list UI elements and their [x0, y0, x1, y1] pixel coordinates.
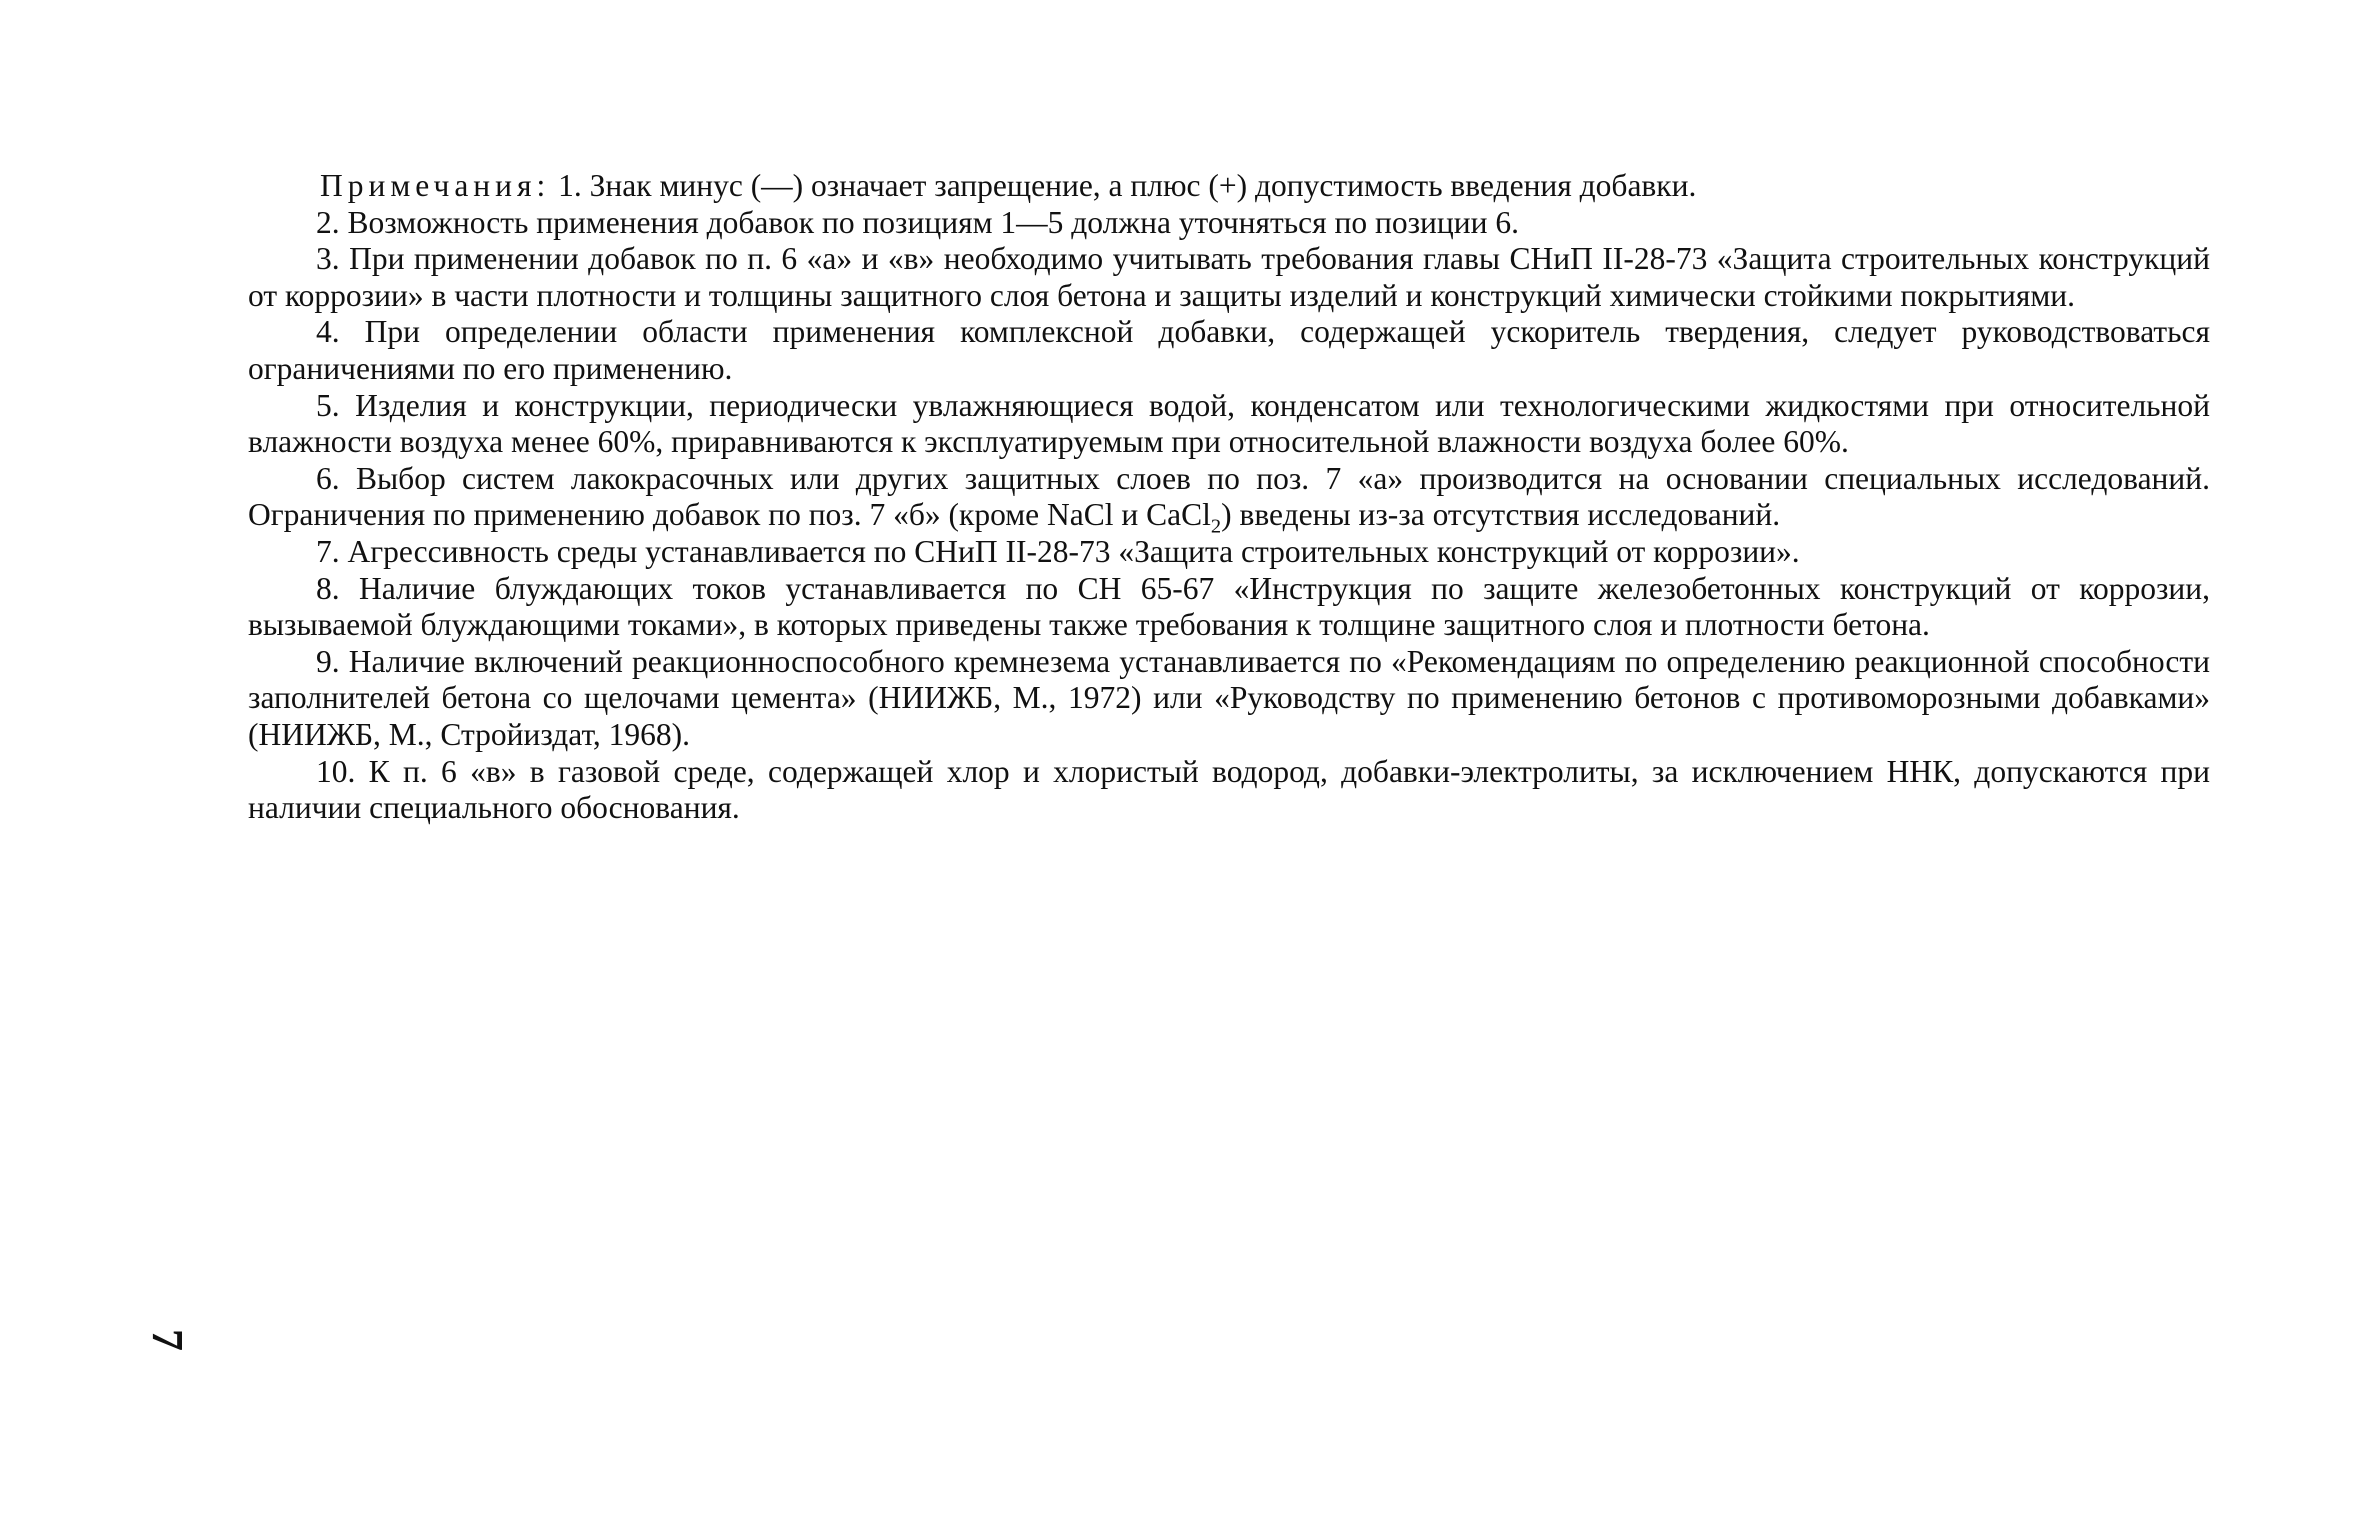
note-5: 5. Изделия и конструкции, периодически увлажняющиеся водой, конденсатом или технологическими жидкостями при относительной влажности воздуха менее 60%, приравниваются к эксплуатируемым при относительной влажности воздуха более 60%. — [248, 387, 2210, 460]
notes-section — [248, 168, 2210, 827]
note-2: 2. Возможность применения добавок по позициям 1—5 должна уточняться по позиции 6. — [316, 204, 1519, 240]
note-6 — [248, 460, 2210, 538]
page-number: 7 — [143, 1329, 192, 1351]
note-4: 4. При определении области применения комплексной добавки, содержащей ускоритель твердения, следует руководствоваться ограничениями по его применению. — [248, 314, 2210, 386]
note-8: 8. Наличие блуждающих токов устанавливается по СН 65-67 «Инструкция по защите железобетонных конструкций от коррозии, вызываемой блуждающими токами», в которых приведены также требования к толщине защитного слоя и плотности бетона. — [248, 570, 2210, 643]
note-1-text: 1. Знак минус (—) означает запрещение, а плюс (+) допустимость введения добавки. — [558, 168, 1697, 203]
note-9: 9. Наличие включений реакционноспособного кремнезема устанавливается по «Рекомендациям по определению реакционной способности заполнителей бетона со щелочами цемента» (НИИЖБ, М., 1972) или «Руководству по применению бетонов с противоморозными добавками» (НИИЖБ, М., Стройиздат, 1968). — [248, 643, 2210, 752]
note-10: 10. К п. 6 «в» в газовой среде, содержащей хлор и хлористый водород, добавки-электролиты, за исключением ННК, допускаются при наличии специального обоснования. — [248, 753, 2210, 826]
note-7: 7. Агрессивность среды устанавливается по СНиП II-28-73 «Защита строительных конструкций от коррозии». — [316, 533, 1800, 569]
note-6-text: 6. Выбор систем лакокрасочных или других защитных слоев по поз. 7 «а» производится на основании специальных исследований. Ограничения по применению добавок по поз. 7 «б» (кроме NaCl и CaCl — [248, 460, 2210, 533]
note-3: 3. При применении добавок по п. 6 «а» и «в» необходимо учитывать требования главы СНиП II-28-73 «Защита строительных конструкций от коррозии» в части плотности и толщины защитного слоя бетона и защиты изделий и конструкций химически стойкими покрытиями. — [248, 241, 2210, 313]
notes-heading: Примечания: — [320, 168, 551, 203]
note-6-subscript: 2 — [1210, 515, 1222, 538]
note-1 — [248, 168, 2210, 205]
note-6-tail: ) введены из-за отсутствия исследований. — [1221, 497, 1781, 533]
